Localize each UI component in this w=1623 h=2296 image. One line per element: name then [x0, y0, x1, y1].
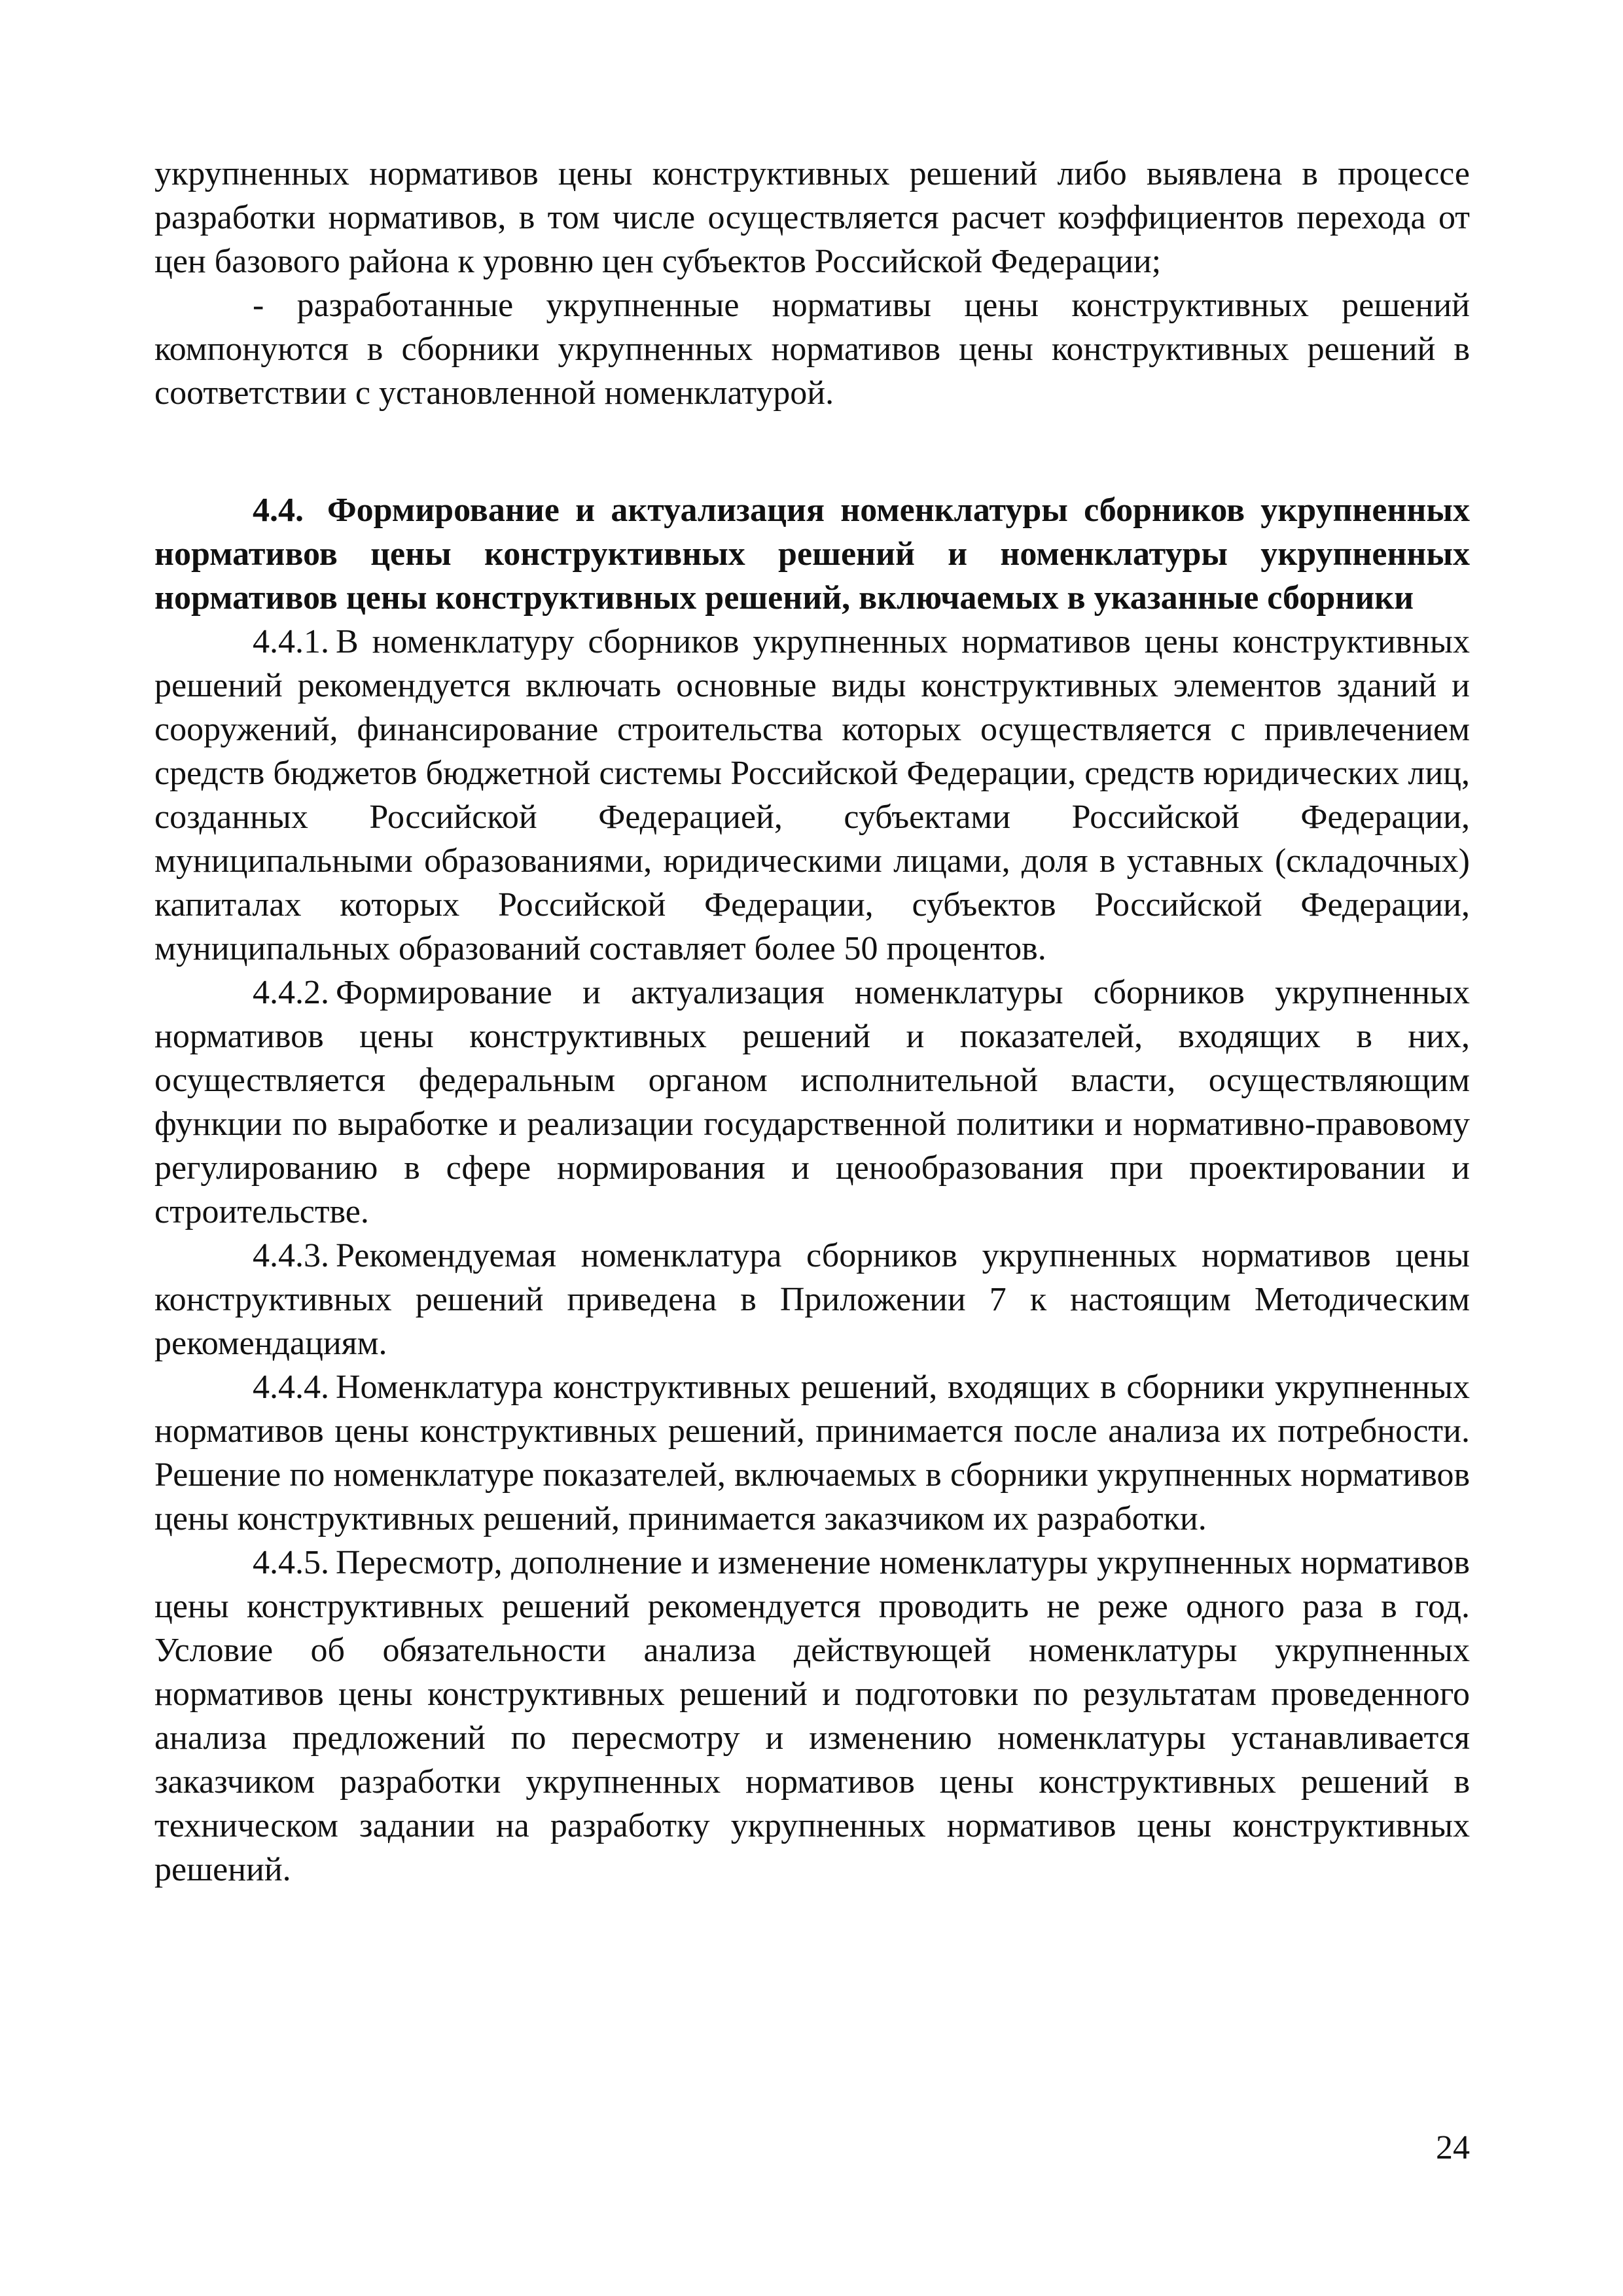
clause-paragraph [154, 1365, 1470, 1541]
clause-text: Пересмотр, дополнение и изменение номенклатуры укрупненных нормативов цены конструктивных решений рекомендуется проводить не реже одного раза в год. Условие об обязательности анализа действующей номенклатуры укрупненных нормативов цены конструктивных решений и подготовки по результатам проведенного анализа предложений по пересмотру и изменению номенклатуры устанавливается заказчиком разработки укрупненных нормативов цены конструктивных решений в техническом задании на разработку укрупненных нормативов цены конструктивных решений. [154, 1544, 1470, 1888]
document-page [154, 152, 1470, 1892]
clause-paragraph [154, 1541, 1470, 1892]
page-number: 24 [1436, 2129, 1470, 2166]
clause-number: 4.4.1. [253, 623, 329, 660]
clause-paragraph [154, 1234, 1470, 1365]
paragraph-list-item: - разработанные укрупненные нормативы цены конструктивных решений компонуются в сборники укрупненных нормативов цены конструктивных решений в соответствии с установленной номенклатурой. [154, 287, 1470, 412]
clause-paragraph [154, 971, 1470, 1234]
clause-number: 4.4.3. [253, 1237, 329, 1274]
clause-number: 4.4.4. [253, 1369, 329, 1406]
clause-text: Формирование и актуализация номенклатуры сборников укрупненных нормативов цены конструктивных решений и показателей, входящих в них, осуществляется федеральным органом исполнительной власти, осуществляющим функции по выработке и реализации государственной политики и нормативно-правовому регулированию в сфере нормирования и ценообразования при проектировании и строительстве. [154, 974, 1470, 1230]
section-heading [154, 488, 1470, 620]
clause-text: Рекомендуемая номенклатура сборников укрупненных нормативов цены конструктивных решений приведена в Приложении 7 к настоящим Методическим рекомендациям. [154, 1237, 1470, 1362]
clause-text: В номенклатуру сборников укрупненных нормативов цены конструктивных решений рекомендуется включать основные виды конструктивных элементов зданий и сооружений, финансирование строительства которых осуществляется с привлечением средств бюджетов бюджетной системы Российской Федерации, средств юридических лиц, созданных Российской Федерацией, субъектами Российской Федерации, муниципальными образованиями, юридическими лицами, доля в уставных (складочных) капиталах которых Российской Федерации, субъектов Российской Федерации, муниципальных образований составляет более 50 процентов. [154, 623, 1470, 967]
clause-text: Номенклатура конструктивных решений, входящих в сборники укрупненных нормативов цены конструктивных решений, принимается после анализа их потребности. Решение по номенклатуре показателей, включаемых в сборники укрупненных нормативов цены конструктивных решений, принимается заказчиком их разработки. [154, 1369, 1470, 1537]
clause-number: 4.4.5. [253, 1544, 329, 1581]
section-number: 4.4. [253, 492, 304, 529]
clause-paragraph [154, 620, 1470, 971]
section-title: Формирование и актуализация номенклатуры сборников укрупненных нормативов цены конструктивных решений и номенклатуры укрупненных нормативов цены конструктивных решений, включаемых в указанные сборники [154, 492, 1470, 617]
paragraph-continuation: укрупненных нормативов цены конструктивных решений либо выявлена в процессе разработки нормативов, в том числе осуществляется расчет коэффициентов перехода от цен базового района к уровню цен субъектов Российской Федерации; [154, 155, 1470, 280]
clause-number: 4.4.2. [253, 974, 329, 1011]
